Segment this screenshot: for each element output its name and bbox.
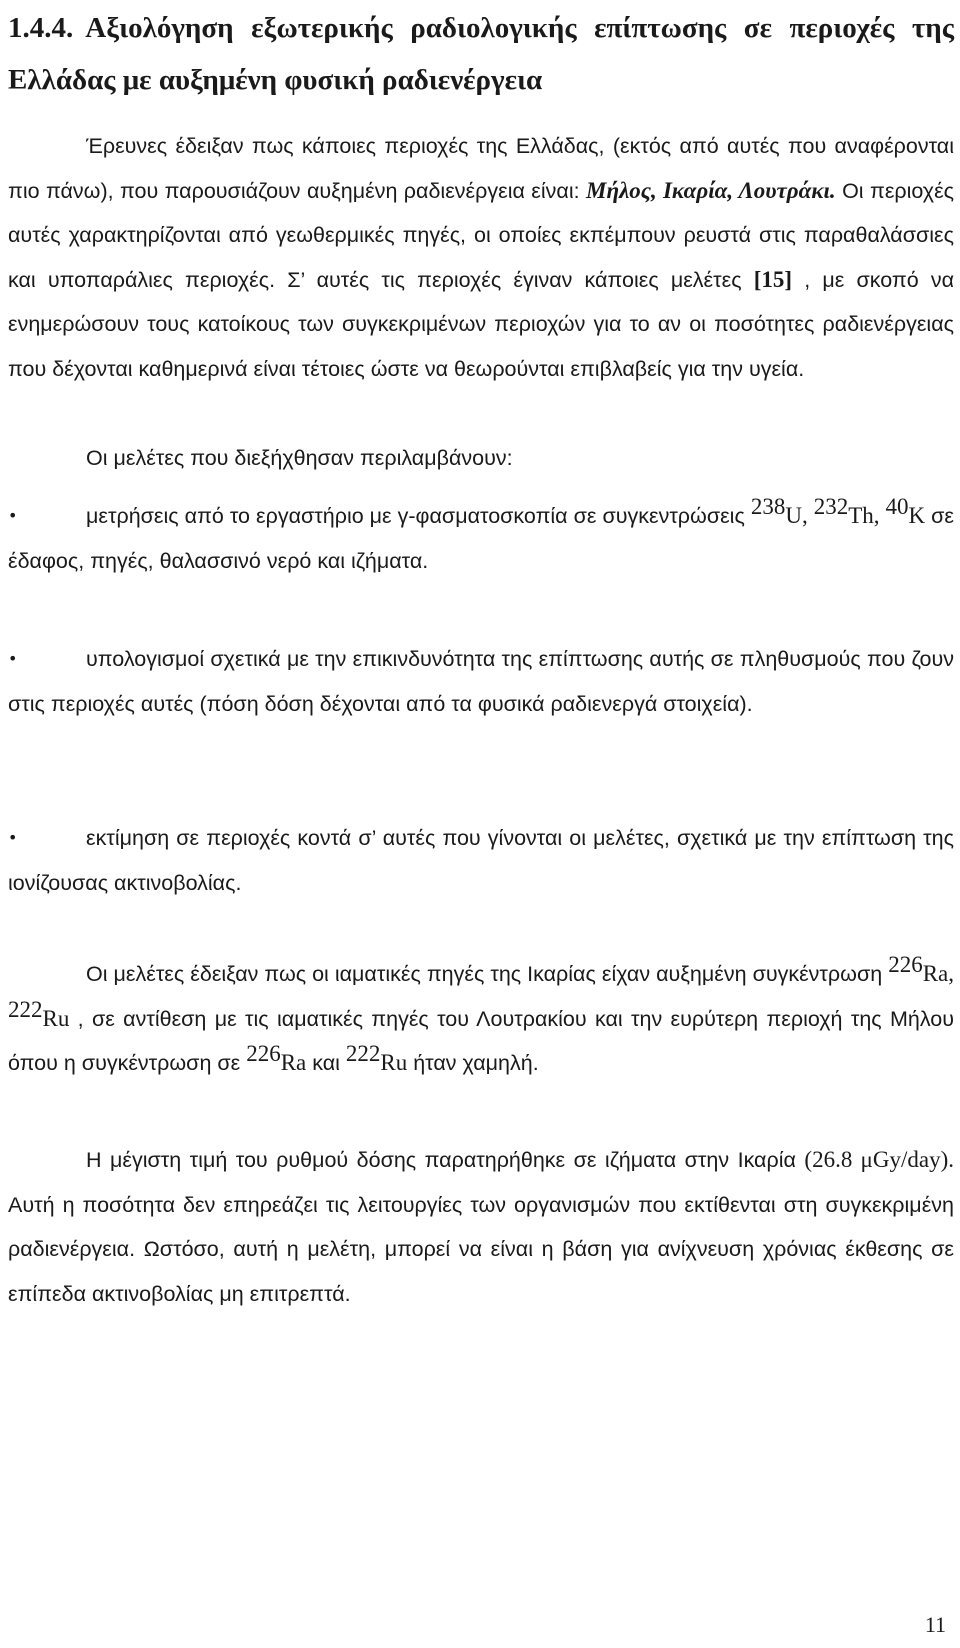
th-symbol: Th, bbox=[848, 503, 880, 528]
ra-mass-number: 226 bbox=[888, 952, 923, 977]
results-text-b: , σε αντίθεση με τις ιαματικές πηγές του Λουτρακίου και την ευρύτερη περιοχή της Μήλου όπου η συγκέντρωση σε bbox=[8, 1006, 954, 1075]
intro-text-b: Οι περιοχές αυτές χαρακτηρίζονται από γεωθερμικές πηγές, οι οποίες εκπέμπουν ρευστά στις παραθαλάσσιες και υποπαράλιες περιοχές. Σ’ αυτές τις περιοχές έγιναν κάποιες μελέτες bbox=[8, 178, 955, 292]
citation-ref: [15] bbox=[753, 266, 793, 292]
bullet-text-calculations bbox=[8, 637, 954, 726]
bullet-text-estimation bbox=[8, 816, 954, 905]
ra-symbol-2: Ra bbox=[280, 1050, 307, 1075]
ru-mass-number: 222 bbox=[8, 996, 43, 1022]
bullet-1-text-b: σε έδαφος, πηγές, θαλασσινό νερό και ιζήματα. bbox=[8, 504, 954, 573]
ru-symbol: Ru bbox=[42, 1005, 70, 1031]
th-mass-number: 232 bbox=[813, 494, 849, 519]
ra-symbol: Ra, bbox=[922, 961, 954, 986]
ra-mass-number-2: 226 bbox=[246, 1041, 281, 1066]
dose-rate-value: (26.8 μGy/day). bbox=[804, 1147, 955, 1172]
bullet-item-calculations bbox=[8, 637, 954, 726]
page-number: 11 bbox=[924, 1612, 946, 1637]
results-text-c: και bbox=[306, 1051, 346, 1075]
max-dose-text-a: Η μέγιστη τιμή του ρυθμού δόσης παρατηρήθηκε σε ιζήματα στην Ικαρία bbox=[86, 1148, 805, 1172]
u-symbol: U, bbox=[785, 503, 808, 528]
bullet-item-estimation bbox=[8, 816, 954, 905]
intro-text-a: Έρευνες έδειξαν πως κάποιες περιοχές της Ελλάδας, (εκτός από αυτές που αναφέρονται πιο πάνω), που παρουσιάζουν αυξημένη ραδιενέργεια είναι: bbox=[8, 134, 954, 203]
paragraph-intro bbox=[8, 124, 954, 391]
bullet-1-text-a: μετρήσεις από το εργαστήριο με γ-φασματοσκοπία σε συγκεντρώσεις bbox=[86, 504, 751, 528]
bullet-3-text: εκτίμηση σε περιοχές κοντά σ’ αυτές που γίνονται οι μελέτες, σχετικά με την επίπτωση της ιονίζουσας ακτινοβολίας. bbox=[8, 826, 954, 895]
section-number: 1.4.4. bbox=[8, 12, 74, 44]
place-names: Μήλος, Ικαρία, Λουτράκι. bbox=[586, 177, 836, 203]
results-text-d: ήταν χαμηλή. bbox=[407, 1051, 539, 1075]
paragraph-studies-intro bbox=[8, 436, 954, 481]
k-symbol: K bbox=[908, 503, 926, 528]
paragraph-max-dose bbox=[8, 1138, 954, 1316]
results-text-a: Οι μελέτες έδειξαν πως οι ιαματικές πηγές της Ικαρίας είχαν αυξημένη συγκέντρωση bbox=[86, 962, 889, 986]
bullet-icon: • bbox=[8, 506, 18, 525]
bullet-2-text: υπολογισμοί σχετικά με την επικινδυνότητα της επίπτωσης αυτής σε πληθυσμούς που ζουν στις περιοχές αυτές (πόση δόση δέχονται από τα φυσικά ραδιενεργά στοιχεία). bbox=[8, 647, 954, 716]
paragraph-results bbox=[8, 952, 954, 1086]
bullet-text-measurements bbox=[8, 494, 954, 583]
bullet-icon: • bbox=[8, 828, 18, 847]
intro-text-c: , με σκοπό να ενημερώσουν τους κατοίκους των συγκεκριμένων περιοχών για το αν οι ποσότητες ραδιενέργειας που δέχονται καθημερινά είναι τέτοιες ώστε να θεωρούνται επιβλαβείς για την υγεία. bbox=[8, 267, 954, 381]
k-mass-number: 40 bbox=[885, 494, 909, 519]
ru-mass-number-2: 222 bbox=[345, 1041, 381, 1066]
section-title: Αξιολόγηση εξωτερικής ραδιολογικής επίπτωσης σε περιοχές της Ελλάδας με αυξημένη φυσική ραδιενέργεια bbox=[8, 12, 954, 96]
max-dose-text-b: Αυτή η ποσότητα δεν επηρεάζει τις λειτουργίες των οργανισμών που εκτίθενται στη συγκεκριμένη ραδιενέργεια. Ωστόσο, αυτή η μελέτη, μπορεί να είναι η βάση για ανίχνευση χρόνιας έκθεσης σε επίπεδα ακτινοβολίας μη επιτρεπτά. bbox=[8, 1192, 954, 1306]
u-mass-number: 238 bbox=[750, 494, 786, 519]
bullet-item-measurements bbox=[8, 494, 954, 583]
ru-symbol-2: Ru bbox=[380, 1050, 408, 1075]
section-heading bbox=[8, 2, 954, 106]
bullet-icon: • bbox=[8, 649, 18, 668]
studies-intro-text: Οι μελέτες που διεξήχθησαν περιλαμβάνουν: bbox=[86, 446, 513, 470]
